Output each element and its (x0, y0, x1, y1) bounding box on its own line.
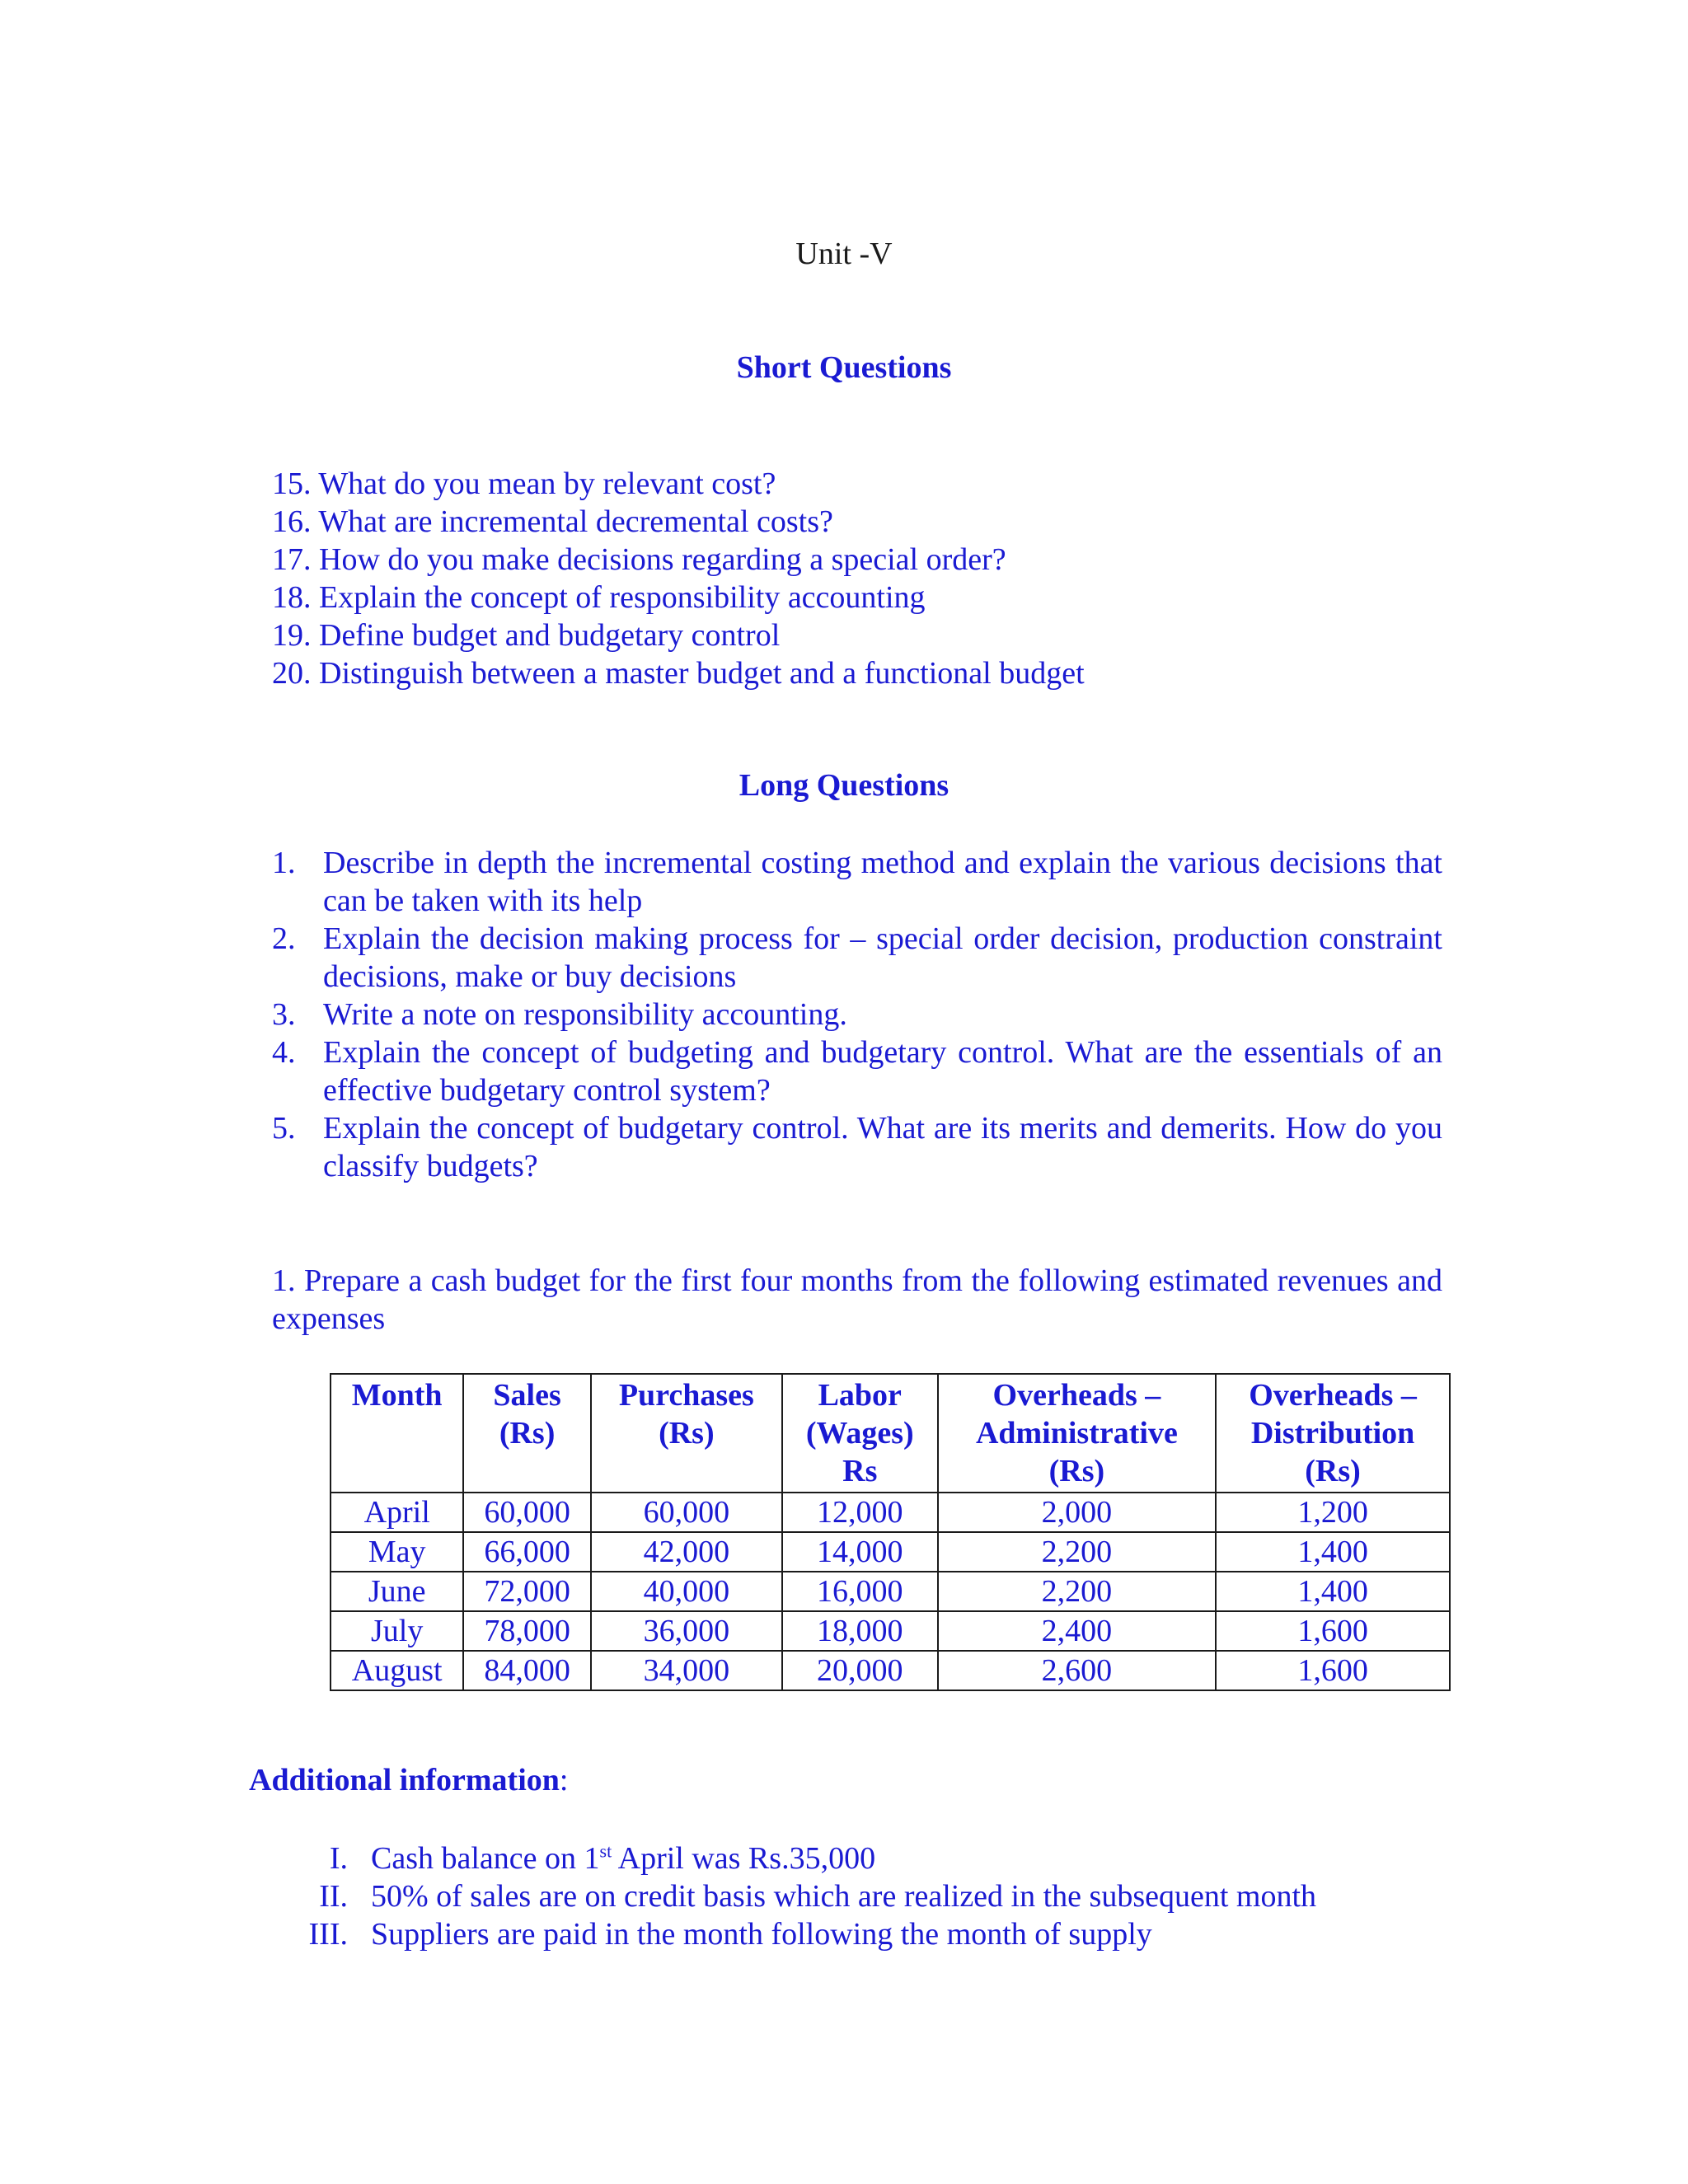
header-line: (Rs) (1048, 1454, 1105, 1488)
info-text-part: Cash balance on 1 (371, 1841, 600, 1876)
table-row (331, 1493, 1450, 1532)
header-labor (782, 1374, 938, 1493)
table-header-row (331, 1374, 1450, 1493)
table-cell: 78,000 (463, 1611, 590, 1651)
additional-information-label: Additional information (249, 1763, 560, 1797)
table-row (331, 1651, 1450, 1690)
table-cell: 60,000 (463, 1493, 590, 1532)
table-cell: June (331, 1572, 463, 1611)
short-question: 15. What do you mean by relevant cost? (272, 466, 776, 501)
table-cell: 1,600 (1216, 1651, 1450, 1690)
header-line: (Rs) (659, 1416, 715, 1451)
info-superscript: st (599, 1840, 612, 1862)
long-question-text: Describe in depth the incremental costing method and explain the various decisions that can be taken with its help (323, 846, 1442, 918)
additional-information-colon: : (559, 1763, 569, 1797)
long-question (272, 996, 1442, 1033)
table-cell: 2,200 (938, 1532, 1216, 1572)
info-item (297, 1915, 1316, 1953)
info-text-part: April was Rs.35,000 (612, 1841, 876, 1876)
table-cell: 72,000 (463, 1572, 590, 1611)
long-question-number: 4. (272, 1035, 296, 1070)
table-cell: 1,400 (1216, 1572, 1450, 1611)
long-question-text: Explain the concept of budgeting and budgetary control. What are the essentials of an effective budgetary control system? (323, 1035, 1442, 1108)
long-question (272, 844, 1442, 920)
info-number: II. (319, 1879, 348, 1914)
info-text: Suppliers are paid in the month following the month of supply (371, 1917, 1152, 1952)
long-question-text: Explain the decision making process for – special order decision, production constraint decisions, make or buy decisions (323, 921, 1442, 994)
table-row (331, 1532, 1450, 1572)
short-question: 18. Explain the concept of responsibility accounting (272, 580, 926, 615)
short-question: 17. How do you make decisions regarding a special order? (272, 542, 1006, 577)
header-line: Purchases (618, 1378, 754, 1413)
long-question-text: Write a note on responsibility accounting. (323, 997, 847, 1032)
table-cell: 36,000 (591, 1611, 782, 1651)
header-line: Month (351, 1378, 443, 1413)
table-cell: April (331, 1493, 463, 1532)
additional-information-list (297, 1840, 1316, 1953)
long-questions-list (272, 844, 1442, 1185)
table-cell: 12,000 (782, 1493, 938, 1532)
table-cell: 1,400 (1216, 1532, 1450, 1572)
long-question (272, 1109, 1442, 1185)
info-text: 50% of sales are on credit basis which are realized in the subsequent month (371, 1879, 1317, 1914)
long-question-number: 3. (272, 997, 296, 1032)
table-cell: August (331, 1651, 463, 1690)
table-cell: 2,200 (938, 1572, 1216, 1611)
header-overheads-administrative (938, 1374, 1216, 1493)
header-line: Sales (493, 1378, 561, 1413)
table-cell: 42,000 (591, 1532, 782, 1572)
header-line: Overheads – (992, 1378, 1161, 1413)
long-questions-heading: Long Questions (738, 768, 950, 803)
long-question-number: 2. (272, 921, 296, 956)
table-cell: 2,600 (938, 1651, 1216, 1690)
header-overheads-distribution (1216, 1374, 1450, 1493)
table-cell: 14,000 (782, 1532, 938, 1572)
long-question-number: 1. (272, 846, 296, 880)
info-number: III. (308, 1917, 348, 1952)
table-row (331, 1611, 1450, 1651)
header-line: (Rs) (499, 1416, 556, 1451)
short-question: 16. What are incremental decremental costs? (272, 504, 833, 539)
info-text (371, 1840, 875, 1877)
additional-information-heading (249, 1762, 568, 1798)
header-purchases (591, 1374, 782, 1493)
table-cell: 66,000 (463, 1532, 590, 1572)
table-cell: 16,000 (782, 1572, 938, 1611)
header-line: Overheads – (1249, 1378, 1417, 1413)
header-line: (Rs) (1305, 1454, 1361, 1488)
info-item (297, 1840, 1316, 1877)
table-cell: 60,000 (591, 1493, 782, 1532)
header-line: (Wages) (805, 1416, 914, 1451)
info-number: I. (329, 1841, 348, 1876)
header-line: Labor (818, 1378, 902, 1413)
short-questions-heading: Short Questions (736, 350, 952, 385)
short-question: 20. Distinguish between a master budget and a functional budget (272, 656, 1085, 691)
table-cell: 1,200 (1216, 1493, 1450, 1532)
table-cell: 40,000 (591, 1572, 782, 1611)
long-question-text: Explain the concept of budgetary control. What are its merits and demerits. How do you classify budgets? (323, 1111, 1442, 1183)
cash-budget-table (330, 1373, 1451, 1691)
table-cell: 2,000 (938, 1493, 1216, 1532)
header-line: Administrative (975, 1416, 1178, 1451)
table-cell: 34,000 (591, 1651, 782, 1690)
long-question-number: 5. (272, 1111, 296, 1146)
table-cell: 2,400 (938, 1611, 1216, 1651)
table-cell: 84,000 (463, 1651, 590, 1690)
table-cell: 20,000 (782, 1651, 938, 1690)
unit-title: Unit -V (795, 237, 893, 271)
short-questions-list (272, 465, 1085, 692)
problem-statement: 1. Prepare a cash budget for the first four months from the following estimated revenues and expenses (272, 1263, 1442, 1336)
long-question (272, 920, 1442, 996)
table-cell: 1,600 (1216, 1611, 1450, 1651)
table-cell: May (331, 1532, 463, 1572)
long-question (272, 1033, 1442, 1109)
header-sales (463, 1374, 590, 1493)
header-line: Rs (842, 1454, 878, 1488)
table-row (331, 1572, 1450, 1611)
header-month (331, 1374, 463, 1493)
header-line: Distribution (1250, 1416, 1415, 1451)
info-item (297, 1877, 1316, 1915)
short-question: 19. Define budget and budgetary control (272, 618, 781, 653)
table-cell: July (331, 1611, 463, 1651)
table-cell: 18,000 (782, 1611, 938, 1651)
